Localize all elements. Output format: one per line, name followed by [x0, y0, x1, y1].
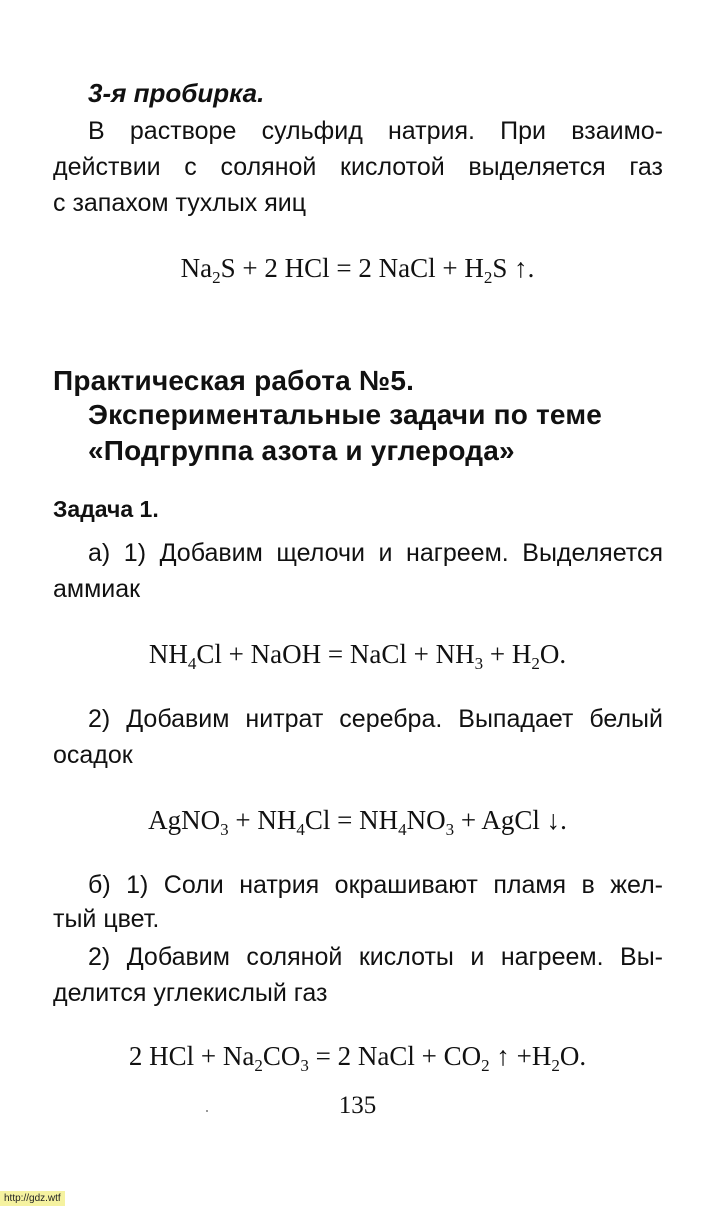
equation-hcl-na2co3: 2 HCl + $Na_2CO_3 = 2$ NaCl + $CO_2$ ↑ $+H_2O$.	[128, 1041, 587, 1075]
equation-agno3-nh4cl: AgNO$_3$ + $NH_4Cl = NH_4NO_3$ + AgCl ↓.	[148, 805, 567, 839]
equation-nh4cl-naoh: $NH_4Cl$ + NaOH = NaCl + $NH_3 + H_2O$.	[148, 639, 567, 673]
practical-subtitle-1: Экспериментальные задачи по теме	[88, 399, 603, 430]
tube3-text-line-2: действии с соляной кислотой выделяется газ	[53, 153, 663, 181]
tube3-text-line-3: с запахом тухлых яиц	[53, 189, 307, 217]
task1-b1-line-2: тый цвет.	[53, 905, 160, 933]
tube3-heading: 3-я пробирка.	[88, 78, 265, 108]
task1-b2-line-2: делится углекислый газ	[53, 979, 328, 1007]
tube3-text-line-1: В растворе сульфид натрия. При взаимо-	[88, 117, 663, 145]
task1-a1-line-1: а) 1) Добавим щелочи и нагреем. Выделяется	[88, 539, 663, 567]
watermark-link[interactable]: http://gdz.wtf	[0, 1191, 65, 1206]
page-number: 135	[338, 1092, 377, 1119]
task1-heading: Задача 1.	[53, 496, 159, 522]
task1-a2-line-2: осадок	[53, 741, 133, 769]
task1-a1-line-2: аммиак	[53, 575, 141, 603]
task1-b1-line-1: б) 1) Соли натрия окрашивают пламя в жел-	[88, 871, 663, 899]
practical-subtitle-2: «Подгруппа азота и углерода»	[88, 435, 515, 466]
equation-na2s-hcl: $Na_2S + 2$ HCl = 2 NaCl + $H_2S$ ↑.	[180, 253, 535, 287]
practical-title: Практическая работа №5.	[53, 365, 415, 396]
task1-b2-line-1: 2) Добавим соляной кислоты и нагреем. Вы-	[88, 943, 663, 971]
task1-a2-line-1: 2) Добавим нитрат серебра. Выпадает белый	[88, 705, 663, 733]
